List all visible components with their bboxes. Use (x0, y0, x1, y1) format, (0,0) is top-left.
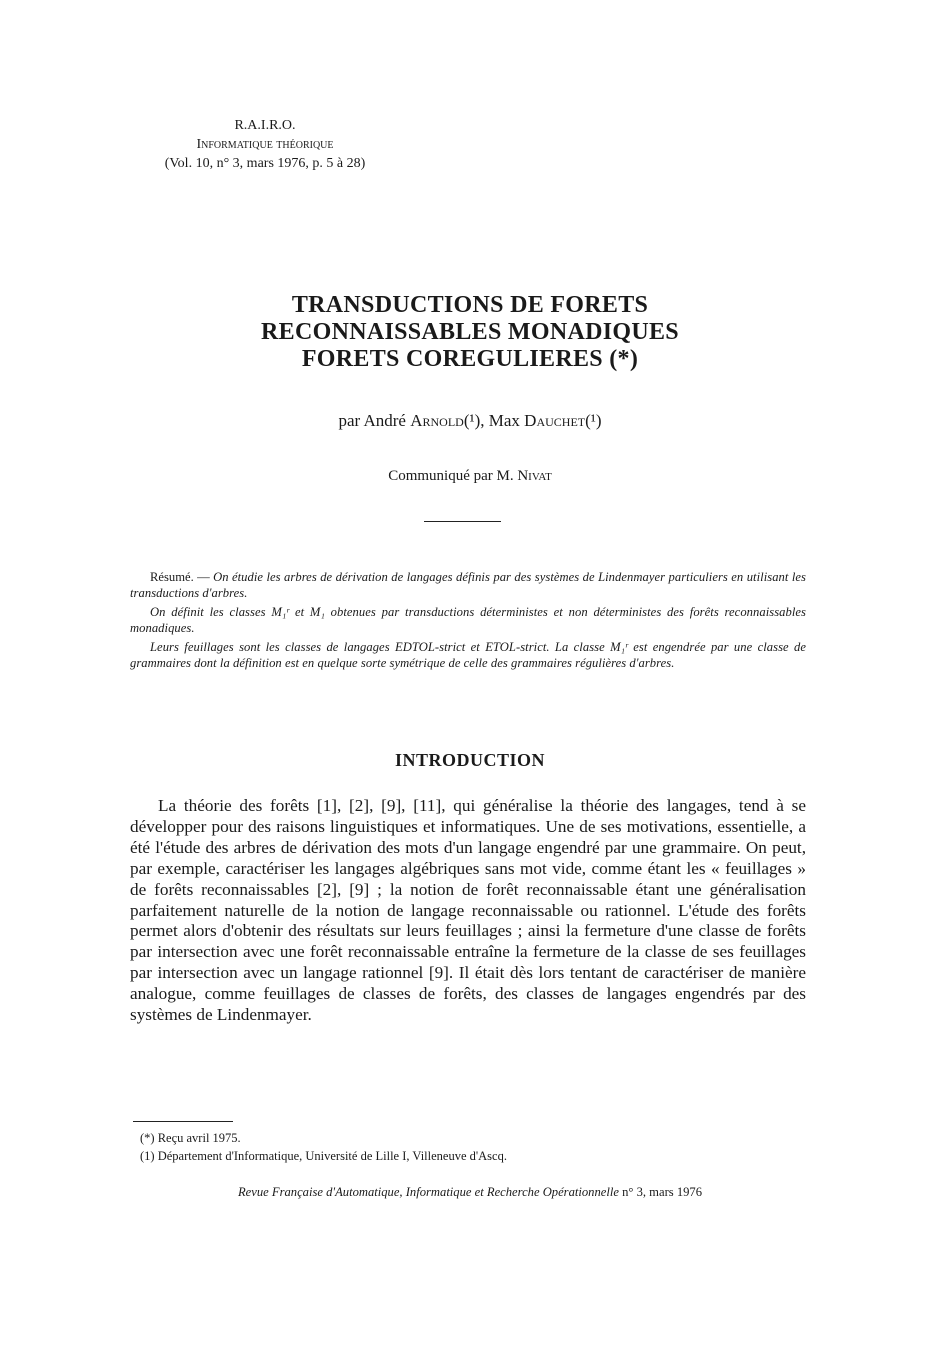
abstract-text-1: On étudie les arbres de dérivation de langages définis par des systèmes de Lindenmayer particuliers en utilisant les transductions d'arbres. (130, 570, 807, 600)
journal-section: Informatique théorique (196, 137, 334, 152)
section-heading-introduction: INTRODUCTION (394, 750, 546, 770)
abstract-paragraph-3 (130, 640, 806, 671)
abstract-paragraph-2 (130, 605, 806, 636)
introduction-paragraph: La théorie des forêts [1], [2], [9], [11], qui généralise la théorie des langages, tend à se développer pour des raisons linguistiques et informatiques. Une de ses motivations, essentielle, a été l'étude des arbres de dérivation des mots d'un langage engendré par une grammaire. On peut, par exemple, caractériser les langages algébriques sans mot vide, comme étant les « feuillages » de forêts reconnaissables [2], [9] ; la notion de forêt reconnaissable étant une généralisation parfaitement naturelle de la notion de langage reconnaissable ou rationnel. L'étude des forêts permet alors d'obtenir des résultats sur leurs feuillages ; ainsi la fermeture d'une classe de forêts par intersection avec une forêt reconnaissable entraîne la fermeture de la classe de ses feuillages par intersection avec un langage rationnel [9]. Il était dès lors tentant de caractériser de manière analogue, comme feuillages de classes de forêts, des classes de langages engendrés par des systèmes de Lindenmayer. (130, 796, 806, 1025)
title-separator-rule (424, 521, 501, 522)
footer-journal-name: Revue Française d'Automatique, Informatique et Recherche Opérationnelle (237, 1185, 619, 1199)
abstract-label: Résumé. — (150, 570, 210, 584)
author-dauchet-footnote-mark: (¹) (585, 411, 602, 430)
communicated-prefix: Communiqué par M. (388, 468, 514, 484)
author-dauchet: Dauchet (524, 411, 586, 430)
journal-footer (130, 1185, 810, 1200)
author-arnold: Arnold (410, 411, 464, 430)
authors-separator: , Max (480, 411, 520, 430)
communicated-by (130, 468, 810, 485)
communicated-name: Nivat (517, 468, 552, 484)
authors-prefix: par André (338, 411, 406, 430)
journal-name: R.A.I.R.O. (234, 118, 296, 133)
title-line-3: FORETS COREGULIERES (*) (301, 346, 639, 372)
title-line-1: TRANSDUCTIONS DE FORETS (291, 292, 649, 318)
title-line-2: RECONNAISSABLES MONADIQUES (261, 319, 679, 345)
abstract-paragraph-1 (130, 570, 806, 601)
footnote-rule (133, 1121, 233, 1122)
footnote-affiliation: (1) Département d'Informatique, Université de Lille I, Villeneuve d'Ascq. (140, 1149, 507, 1163)
authors-line (130, 411, 810, 431)
footnotes (140, 1129, 780, 1165)
abstract-text-3: Leurs feuillages sont les classes de langages EDTOL-strict et ETOL-strict. La classe M₁ʳ est engendrée par une classe de grammaires dont la définition est en quelque sorte symétrique de celle des grammaires régulières d'arbres. (130, 640, 806, 670)
author-arnold-footnote-mark: (¹) (463, 411, 481, 430)
journal-citation: (Vol. 10, n° 3, mars 1976, p. 5 à 28) (164, 156, 366, 171)
footnote-received: (*) Reçu avril 1975. (140, 1131, 241, 1145)
abstract-text-2: On définit les classes M₁ʳ et M₁ obtenues par transductions déterministes et non déterministes des forêts reconnaissables monadiques. (130, 605, 806, 635)
abstract (130, 570, 806, 675)
paper-title (130, 292, 810, 373)
journal-header (100, 116, 430, 173)
footer-issue: n° 3, mars 1976 (622, 1185, 703, 1199)
introduction-body (130, 796, 806, 1026)
